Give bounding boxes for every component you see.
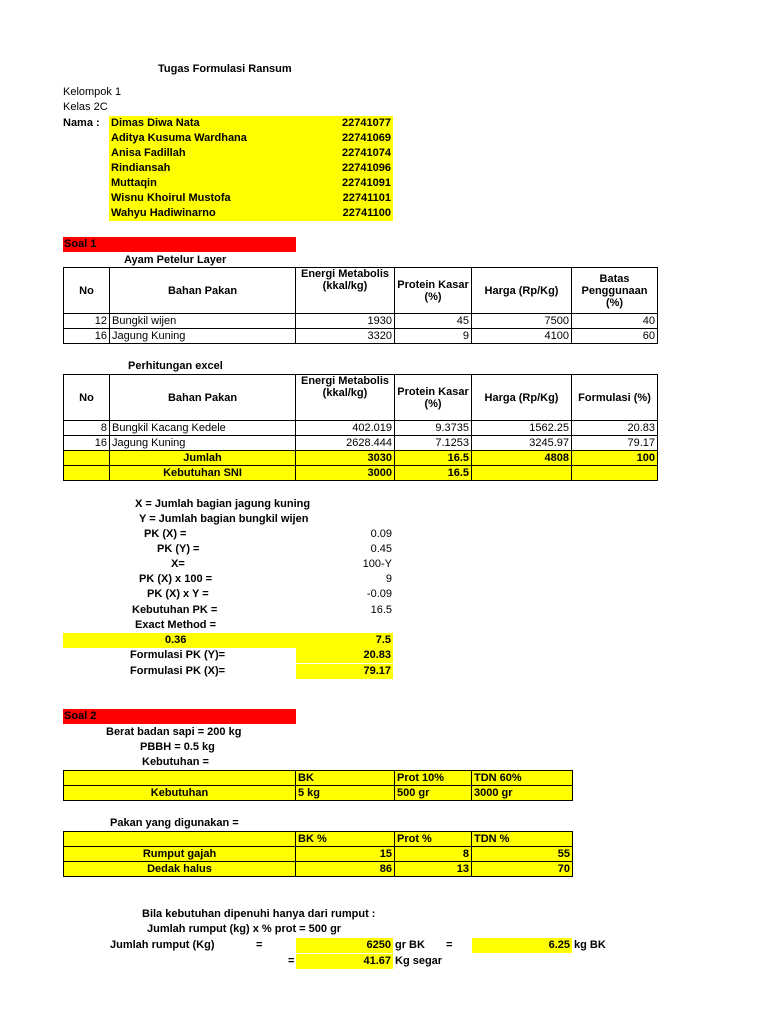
jumlah-energi: 3030 <box>296 451 395 466</box>
member-row <box>109 131 393 146</box>
pbbh-text: PBBH = 0.5 kg <box>140 741 215 753</box>
name-label: Nama : <box>63 117 100 129</box>
kebutuhan-table <box>63 770 573 801</box>
cell-energi: 402.019 <box>296 421 395 436</box>
formulasi-x-value: 79.17 <box>296 664 393 679</box>
member-row <box>109 206 393 221</box>
calc-line-value: 0.45 <box>370 543 392 555</box>
col-header-prot: Prot 10% <box>395 771 472 786</box>
cell-prot: 13 <box>395 862 472 877</box>
table-row <box>64 329 658 344</box>
col-header-energi: Energi Metabolis (kkal/kg) <box>296 268 395 314</box>
cell-protein: 9 <box>395 329 472 344</box>
cell-tdn: 55 <box>472 847 573 862</box>
cell-bahan: Bungkil wijen <box>110 314 296 329</box>
page-title: Tugas Formulasi Ransum <box>158 63 292 75</box>
cell-protein: 7.1253 <box>395 436 472 451</box>
kebutuhan-row-label: Kebutuhan <box>64 786 296 801</box>
equals-sign: = <box>446 939 453 951</box>
member-name: Anisa Fadillah <box>111 147 186 159</box>
sni-protein: 16.5 <box>395 466 472 481</box>
member-id: 22741077 <box>342 117 391 129</box>
cell-protein: 9.3735 <box>395 421 472 436</box>
equals-sign: = <box>256 939 263 951</box>
pakan-name: Rumput gajah <box>64 847 296 862</box>
member-name: Aditya Kusuma Wardhana <box>111 132 247 144</box>
jumlah-rumput-gr: 6250 <box>296 938 393 953</box>
pakan-title: Pakan yang digunakan = <box>110 817 239 829</box>
member-name: Dimas Diwa Nata <box>111 117 200 129</box>
member-row <box>109 191 393 206</box>
exact-method-row <box>63 633 393 648</box>
cell-harga: 1562.25 <box>472 421 572 436</box>
cell-no: 16 <box>64 329 110 344</box>
jumlah-row <box>64 451 658 466</box>
col-header-bk: BK <box>296 771 395 786</box>
member-row <box>109 146 393 161</box>
member-name: Wahyu Hadiwinarno <box>111 207 216 219</box>
col-header-bk: BK % <box>296 832 395 847</box>
member-id: 22741100 <box>342 207 391 219</box>
member-name: Muttaqin <box>111 177 157 189</box>
cell-protein: 45 <box>395 314 472 329</box>
calc-line-label: PK (X) = <box>144 528 187 540</box>
col-header-no: No <box>64 375 110 421</box>
member-row <box>109 176 393 191</box>
cell-tdn: 70 <box>472 862 573 877</box>
col-header-harga: Harga (Rp/Kg) <box>472 268 572 314</box>
soal2-label: Soal 2 <box>63 709 296 724</box>
formula-text: Jumlah rumput (kg) x % prot = 500 gr <box>147 923 342 935</box>
cell-tdn: 3000 gr <box>472 786 573 801</box>
cell-bahan: Jagung Kuning <box>110 436 296 451</box>
table-row <box>64 862 573 877</box>
cell-bahan: Bungkil Kacang Kedele <box>110 421 296 436</box>
calc-line-value: 0.09 <box>370 528 392 540</box>
formulasi-y-value: 20.83 <box>296 648 393 663</box>
exact-left-value: 0.36 <box>165 634 187 646</box>
calc-line-label: PK (X) x Y = <box>147 588 209 600</box>
cell-prot: 8 <box>395 847 472 862</box>
cell-energi: 1930 <box>296 314 395 329</box>
soal1-subtitle: Ayam Petelur Layer <box>124 254 227 266</box>
jumlah-label: Jumlah <box>110 451 296 466</box>
cell-formulasi: 20.83 <box>572 421 658 436</box>
col-header-prot: Prot % <box>395 832 472 847</box>
exact-method-label: Exact Method = <box>135 619 216 631</box>
cell-batas: 40 <box>572 314 658 329</box>
unit-kg-bk: kg BK <box>574 939 606 951</box>
unit-gr-bk: gr BK <box>395 939 425 951</box>
member-row <box>109 161 393 176</box>
table-row <box>64 847 573 862</box>
berat-badan-text: Berat badan sapi = 200 kg <box>106 726 242 738</box>
exact-right-value: 7.5 <box>375 634 391 646</box>
col-header-bahan: Bahan Pakan <box>110 375 296 421</box>
col-header-protein: Protein Kasar (%) <box>395 268 472 314</box>
member-name: Rindiansah <box>111 162 171 174</box>
col-header-tdn: TDN % <box>472 832 573 847</box>
member-id: 22741101 <box>342 192 391 204</box>
col-header-harga: Harga (Rp/Kg) <box>472 375 572 421</box>
calc-line-value: 9 <box>385 573 392 585</box>
formulasi-x-label: Formulasi PK (X)= <box>130 665 226 677</box>
pakan-name: Dedak halus <box>64 862 296 877</box>
cell-energi: 2628.444 <box>296 436 395 451</box>
member-name: Wisnu Khoirul Mustofa <box>111 192 231 204</box>
table-row <box>64 436 658 451</box>
cell-formulasi: 79.17 <box>572 436 658 451</box>
unit-kg-segar: Kg segar <box>395 955 443 967</box>
kebutuhan-label: Kebutuhan = <box>142 756 209 768</box>
calc-line-label: Kebutuhan PK = <box>132 604 218 616</box>
table-row <box>64 786 573 801</box>
group-label: Kelompok 1 <box>63 86 122 98</box>
cell-harga: 7500 <box>472 314 572 329</box>
cell-no: 12 <box>64 314 110 329</box>
x-definition: X = Jumlah bagian jagung kuning <box>135 498 311 510</box>
cell-bk: 15 <box>296 847 395 862</box>
member-id: 22741096 <box>342 162 391 174</box>
cell-bk: 86 <box>296 862 395 877</box>
cell-harga: 4100 <box>472 329 572 344</box>
member-id: 22741091 <box>342 177 391 189</box>
y-definition: Y = Jumlah bagian bungkil wijen <box>139 513 309 525</box>
cell-energi: 3320 <box>296 329 395 344</box>
cell-no: 8 <box>64 421 110 436</box>
member-row <box>109 116 393 131</box>
cell-bahan: Jagung Kuning <box>110 329 296 344</box>
table-row <box>64 421 658 436</box>
bila-text: Bila kebutuhan dipenuhi hanya dari rumput : <box>142 908 376 920</box>
jumlah-rumput-kg: 6.25 <box>472 938 572 953</box>
sni-energi: 3000 <box>296 466 395 481</box>
soal1-label: Soal 1 <box>63 237 296 252</box>
class-label: Kelas 2C <box>63 101 108 113</box>
col-header-bahan: Bahan Pakan <box>110 268 296 314</box>
calc-line-value: 100-Y <box>362 558 392 570</box>
calc-line-label: X= <box>171 558 185 570</box>
col-header-protein: Protein Kasar (%) <box>395 375 472 421</box>
formulasi-y-label: Formulasi PK (Y)= <box>130 649 226 661</box>
calc-line-label: PK (Y) = <box>157 543 200 555</box>
jumlah-formulasi: 100 <box>572 451 658 466</box>
sni-label: Kebutuhan SNI <box>110 466 296 481</box>
col-header-formulasi: Formulasi (%) <box>572 375 658 421</box>
jumlah-rumput-segar: 41.67 <box>296 954 393 969</box>
jumlah-protein: 16.5 <box>395 451 472 466</box>
col-header-energi: Energi Metabolis (kkal/kg) <box>296 375 395 421</box>
col-header-no: No <box>64 268 110 314</box>
calc-table <box>63 374 658 481</box>
member-id: 22741074 <box>342 147 391 159</box>
col-header-batas: Batas Penggunaan (%) <box>572 268 658 314</box>
calc-line-value: -0.09 <box>366 588 392 600</box>
calc-line-value: 16.5 <box>370 604 392 616</box>
cell-no: 16 <box>64 436 110 451</box>
feed-table <box>63 267 658 344</box>
table-row <box>64 314 658 329</box>
sni-row <box>64 466 658 481</box>
calc-line-label: PK (X) x 100 = <box>139 573 213 585</box>
cell-harga: 3245.97 <box>472 436 572 451</box>
cell-prot: 500 gr <box>395 786 472 801</box>
equals-sign: = <box>288 955 295 967</box>
cell-batas: 60 <box>572 329 658 344</box>
jumlah-rumput-label: Jumlah rumput (Kg) <box>110 939 215 951</box>
calc-title: Perhitungan excel <box>128 360 223 372</box>
cell-bk: 5 kg <box>296 786 395 801</box>
col-header-tdn: TDN 60% <box>472 771 573 786</box>
jumlah-harga: 4808 <box>472 451 572 466</box>
pakan-table <box>63 831 573 877</box>
member-id: 22741069 <box>342 132 391 144</box>
